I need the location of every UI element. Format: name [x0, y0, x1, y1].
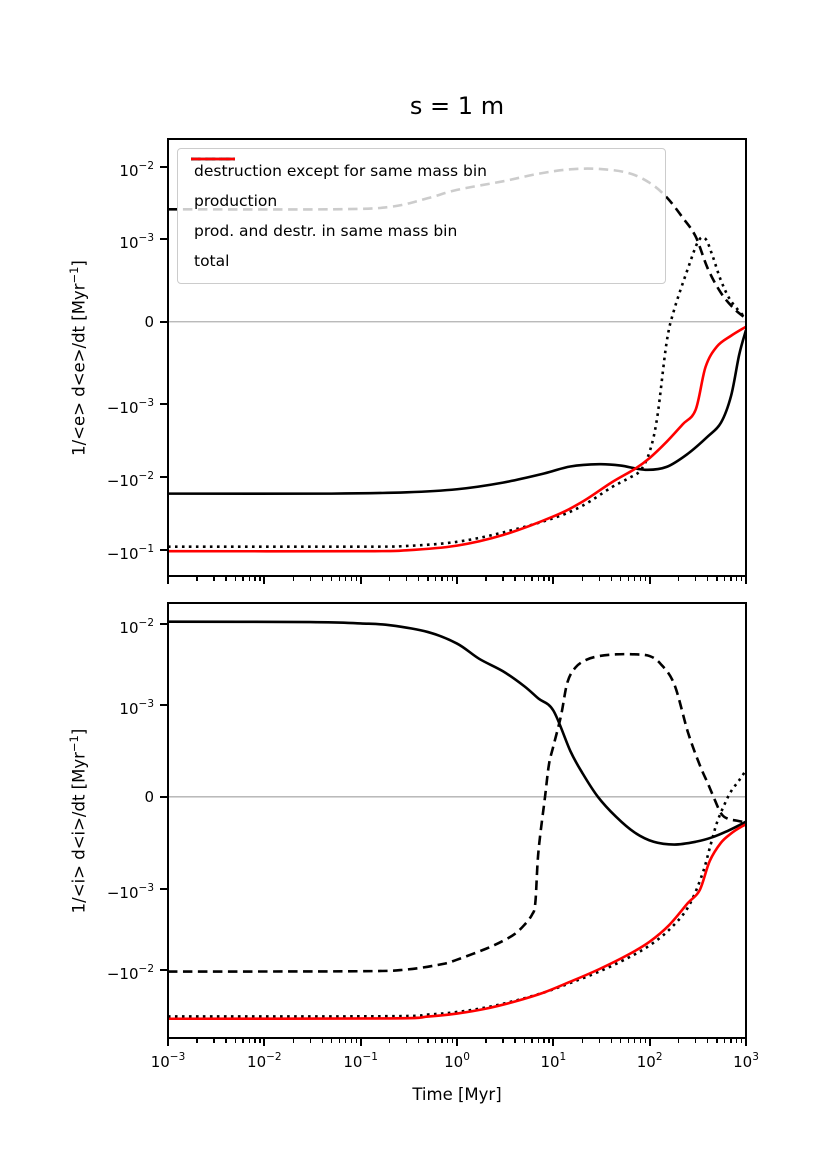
x-minor-tick: [531, 1039, 532, 1043]
y-major-tick: [160, 166, 167, 168]
legend-line-sample-solid-icon: [190, 149, 236, 169]
x-minor-tick: [548, 1039, 549, 1043]
x-minor-tick: [707, 577, 708, 581]
x-minor-tick: [502, 577, 503, 581]
y-major-tick: [160, 704, 167, 706]
x-major-tick: [552, 1039, 554, 1046]
x-minor-tick: [389, 1039, 390, 1043]
y-tick-label: $10^{-3}$: [119, 697, 154, 718]
y-tick-label: $-10^{-2}$: [106, 469, 154, 490]
x-minor-tick: [435, 1039, 436, 1043]
x-minor-tick: [452, 577, 453, 581]
x-minor-tick: [235, 1039, 236, 1043]
x-minor-tick: [730, 1039, 731, 1043]
x-minor-tick: [356, 577, 357, 581]
curve-destruction-bottom: [168, 622, 746, 845]
x-minor-tick: [235, 577, 236, 581]
y-major-tick: [160, 476, 167, 478]
x-minor-tick: [620, 577, 621, 581]
x-minor-tick: [213, 1039, 214, 1043]
x-minor-tick: [356, 1039, 357, 1043]
x-minor-tick: [599, 577, 600, 581]
x-major-tick: [456, 1039, 458, 1046]
x-minor-tick: [628, 1039, 629, 1043]
x-major-tick: [552, 577, 554, 584]
x-minor-tick: [678, 577, 679, 581]
y-tick-label: $10^{-3}$: [119, 232, 154, 253]
x-minor-tick: [259, 577, 260, 581]
plot-area-top: [167, 138, 747, 577]
x-minor-tick: [249, 1039, 250, 1043]
plot-area-bottom: [167, 602, 747, 1039]
x-minor-tick: [249, 577, 250, 581]
x-minor-tick: [406, 1039, 407, 1043]
x-minor-tick: [582, 1039, 583, 1043]
x-minor-tick: [293, 1039, 294, 1043]
x-minor-tick: [695, 1039, 696, 1043]
x-minor-tick: [441, 1039, 442, 1043]
x-minor-tick: [640, 577, 641, 581]
curve-production-bottom: [168, 654, 746, 971]
x-minor-tick: [259, 1039, 260, 1043]
x-minor-tick: [441, 577, 442, 581]
x-major-tick: [360, 1039, 362, 1046]
curve-total-bottom: [168, 824, 746, 1018]
x-major-tick: [745, 1039, 747, 1046]
x-tick-label: $10^{-2}$: [247, 1051, 282, 1071]
legend: [177, 148, 666, 284]
x-minor-tick: [242, 1039, 243, 1043]
x-minor-tick: [538, 1039, 539, 1043]
y-tick-label: $-10^{-3}$: [106, 397, 154, 418]
curve-destruction-top: [168, 330, 746, 494]
y-tick-label: $-10^{-2}$: [106, 962, 154, 983]
x-major-tick: [456, 577, 458, 584]
x-minor-tick: [389, 577, 390, 581]
spines-bottom: [168, 603, 746, 1038]
y-axis-label-top: 1/<e> d<e>/dt [Myr$^{-1}$]: [67, 259, 89, 456]
x-minor-tick: [351, 1039, 352, 1043]
x-minor-tick: [514, 1039, 515, 1043]
x-minor-tick: [452, 1039, 453, 1043]
x-major-tick: [167, 577, 169, 584]
x-minor-tick: [582, 577, 583, 581]
x-minor-tick: [213, 577, 214, 581]
panel-svg-bottom: [167, 602, 747, 1039]
x-minor-tick: [514, 577, 515, 581]
x-minor-tick: [707, 1039, 708, 1043]
x-minor-tick: [447, 1039, 448, 1043]
x-tick-label: $10^0$: [444, 1051, 470, 1071]
x-minor-tick: [345, 1039, 346, 1043]
legend-entry-production: [178, 186, 665, 216]
legend-label: prod. and destr. in same mass bin: [194, 222, 458, 240]
x-minor-tick: [345, 577, 346, 581]
x-minor-tick: [695, 577, 696, 581]
x-minor-tick: [543, 577, 544, 581]
x-minor-tick: [741, 577, 742, 581]
x-minor-tick: [351, 577, 352, 581]
y-tick-label: 0: [144, 787, 154, 806]
x-minor-tick: [634, 577, 635, 581]
x-minor-tick: [427, 577, 428, 581]
x-major-tick: [360, 577, 362, 584]
x-minor-tick: [322, 1039, 323, 1043]
legend-label: production: [194, 192, 278, 210]
curve-total-top: [168, 327, 746, 552]
x-minor-tick: [628, 577, 629, 581]
x-axis-label: Time [Myr]: [412, 1085, 502, 1104]
x-minor-tick: [196, 1039, 197, 1043]
x-minor-tick: [447, 577, 448, 581]
x-minor-tick: [485, 1039, 486, 1043]
y-major-tick: [160, 321, 167, 323]
curve-samebin-bottom: [168, 770, 746, 1016]
x-minor-tick: [485, 577, 486, 581]
x-major-tick: [649, 1039, 651, 1046]
x-minor-tick: [293, 577, 294, 581]
x-minor-tick: [331, 1039, 332, 1043]
x-minor-tick: [427, 1039, 428, 1043]
x-minor-tick: [418, 577, 419, 581]
legend-entry-samebin: [178, 216, 665, 246]
x-major-tick: [263, 1039, 265, 1046]
y-tick-label: $10^{-2}$: [119, 616, 154, 637]
chart-title: s = 1 m: [409, 92, 505, 120]
y-major-tick: [160, 623, 167, 625]
x-minor-tick: [310, 1039, 311, 1043]
y-major-tick: [160, 549, 167, 551]
y-tick-label: $10^{-2}$: [119, 159, 154, 180]
x-minor-tick: [634, 1039, 635, 1043]
x-minor-tick: [736, 1039, 737, 1043]
x-tick-label: $10^3$: [733, 1051, 759, 1071]
x-minor-tick: [225, 577, 226, 581]
x-major-tick: [167, 1039, 169, 1046]
x-minor-tick: [538, 577, 539, 581]
x-minor-tick: [741, 1039, 742, 1043]
x-minor-tick: [724, 577, 725, 581]
x-minor-tick: [724, 1039, 725, 1043]
y-major-tick: [160, 238, 167, 240]
legend-entry-destruction: [178, 156, 665, 186]
x-minor-tick: [524, 1039, 525, 1043]
y-tick-label: $-10^{-3}$: [106, 881, 154, 902]
x-tick-label: $10^{-1}$: [343, 1051, 378, 1071]
x-minor-tick: [548, 577, 549, 581]
x-minor-tick: [716, 1039, 717, 1043]
x-minor-tick: [310, 577, 311, 581]
x-minor-tick: [531, 577, 532, 581]
x-minor-tick: [331, 577, 332, 581]
x-minor-tick: [543, 1039, 544, 1043]
x-minor-tick: [645, 577, 646, 581]
x-minor-tick: [502, 1039, 503, 1043]
x-tick-label: $10^{-3}$: [150, 1051, 186, 1071]
legend-entry-total: [178, 246, 665, 276]
y-major-tick: [160, 796, 167, 798]
legend-label: destruction except for same mass bin: [194, 162, 487, 180]
x-minor-tick: [339, 577, 340, 581]
x-minor-tick: [678, 1039, 679, 1043]
x-minor-tick: [254, 577, 255, 581]
x-minor-tick: [242, 577, 243, 581]
y-axis-label-bottom: 1/<i> d<i>/dt [Myr$^{-1}$]: [67, 728, 89, 913]
x-minor-tick: [406, 577, 407, 581]
x-tick-label: $10^2$: [636, 1051, 663, 1071]
x-minor-tick: [225, 1039, 226, 1043]
x-tick-label: $10^1$: [540, 1051, 567, 1071]
x-minor-tick: [645, 1039, 646, 1043]
x-minor-tick: [611, 1039, 612, 1043]
x-major-tick: [649, 577, 651, 584]
legend-label: total: [194, 252, 230, 270]
x-minor-tick: [599, 1039, 600, 1043]
x-minor-tick: [339, 1039, 340, 1043]
x-minor-tick: [736, 577, 737, 581]
x-minor-tick: [524, 577, 525, 581]
x-minor-tick: [716, 577, 717, 581]
y-major-tick: [160, 888, 167, 890]
x-major-tick: [745, 577, 747, 584]
x-minor-tick: [730, 577, 731, 581]
x-minor-tick: [611, 577, 612, 581]
y-major-tick: [160, 403, 167, 405]
x-minor-tick: [435, 577, 436, 581]
y-tick-label: $-10^{-1}$: [106, 542, 154, 563]
x-minor-tick: [196, 577, 197, 581]
x-minor-tick: [322, 577, 323, 581]
x-minor-tick: [640, 1039, 641, 1043]
x-major-tick: [263, 577, 265, 584]
y-major-tick: [160, 969, 167, 971]
x-minor-tick: [620, 1039, 621, 1043]
y-tick-label: 0: [144, 312, 154, 331]
x-minor-tick: [418, 1039, 419, 1043]
x-minor-tick: [254, 1039, 255, 1043]
